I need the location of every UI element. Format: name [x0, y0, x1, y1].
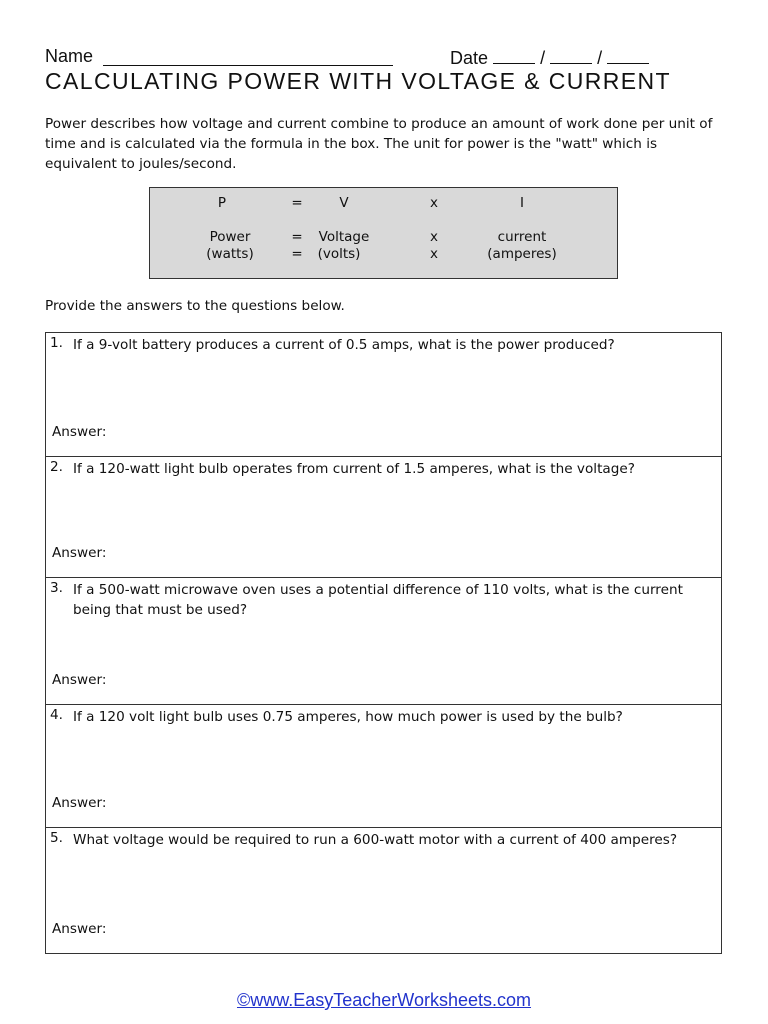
question-number: 2.: [50, 459, 63, 475]
page-title: CALCULATING POWER WITH VOLTAGE & CURRENT: [45, 68, 671, 94]
question-row: [46, 457, 721, 578]
date-blank-year[interactable]: [607, 46, 649, 64]
formula-cell: x: [430, 195, 438, 211]
question-text: What voltage would be required to run a 600-watt motor with a current of 400 amperes?: [73, 832, 678, 848]
question-row: [46, 333, 721, 457]
formula-cell: (watts): [206, 246, 254, 262]
question-number: 1.: [50, 335, 63, 351]
answer-label[interactable]: Answer:: [52, 795, 107, 811]
answer-label[interactable]: Answer:: [52, 921, 107, 937]
formula-cell: =: [291, 229, 303, 245]
answer-label[interactable]: Answer:: [52, 672, 107, 688]
date-separator: /: [597, 48, 603, 68]
formula-cell: V: [339, 195, 349, 211]
question-text: If a 9-volt battery produces a current of 0.5 amps, what is the power produced?: [73, 337, 615, 353]
question-row: [46, 705, 721, 828]
formula-cell: x: [430, 246, 438, 262]
date-blank-day[interactable]: [550, 46, 592, 64]
footer: [0, 990, 768, 1011]
instructions: Provide the answers to the questions below.: [45, 298, 345, 314]
formula-cell: (amperes): [487, 246, 557, 262]
date-label: Date: [450, 48, 489, 68]
question-text: If a 500-watt microwave oven uses a potential difference of 110 volts, what is the current being that must be used?: [73, 582, 683, 618]
formula-cell: Power: [209, 229, 251, 245]
date-field: [450, 46, 649, 69]
formula-cell: current: [497, 229, 547, 245]
formula-cell: (volts): [317, 246, 361, 262]
answer-label[interactable]: Answer:: [52, 545, 107, 561]
formula-cell: =: [291, 195, 303, 211]
header-row: [45, 46, 675, 68]
question-text: If a 120 volt light bulb uses 0.75 amperes, how much power is used by the bulb?: [73, 709, 623, 725]
date-blank-month[interactable]: [493, 46, 535, 64]
formula-cell: P: [217, 195, 227, 211]
question-row: [46, 578, 721, 705]
answer-label[interactable]: Answer:: [52, 424, 107, 440]
footer-link[interactable]: ©www.EasyTeacherWorksheets.com: [236, 990, 532, 1010]
formula-cell: =: [291, 246, 303, 262]
formula-box: [149, 187, 618, 279]
question-text: If a 120-watt light bulb operates from current of 1.5 amperes, what is the voltage?: [73, 461, 635, 477]
question-number: 4.: [50, 707, 63, 723]
question-number: 3.: [50, 580, 63, 596]
question-number: 5.: [50, 830, 63, 846]
date-separator: /: [540, 48, 546, 68]
intro-paragraph: Power describes how voltage and current combine to produce an amount of work done per unit of time and is calculated via the formula in the box. The unit for power is the "watt" which is equivalent to joules/second.: [45, 116, 713, 172]
name-label: Name: [45, 46, 94, 66]
formula-cell: x: [430, 229, 438, 245]
formula-cell: Voltage: [318, 229, 370, 245]
questions-table: [45, 332, 722, 954]
name-blank-line[interactable]: [103, 46, 393, 66]
question-row: [46, 828, 721, 953]
formula-cell: I: [520, 195, 524, 211]
